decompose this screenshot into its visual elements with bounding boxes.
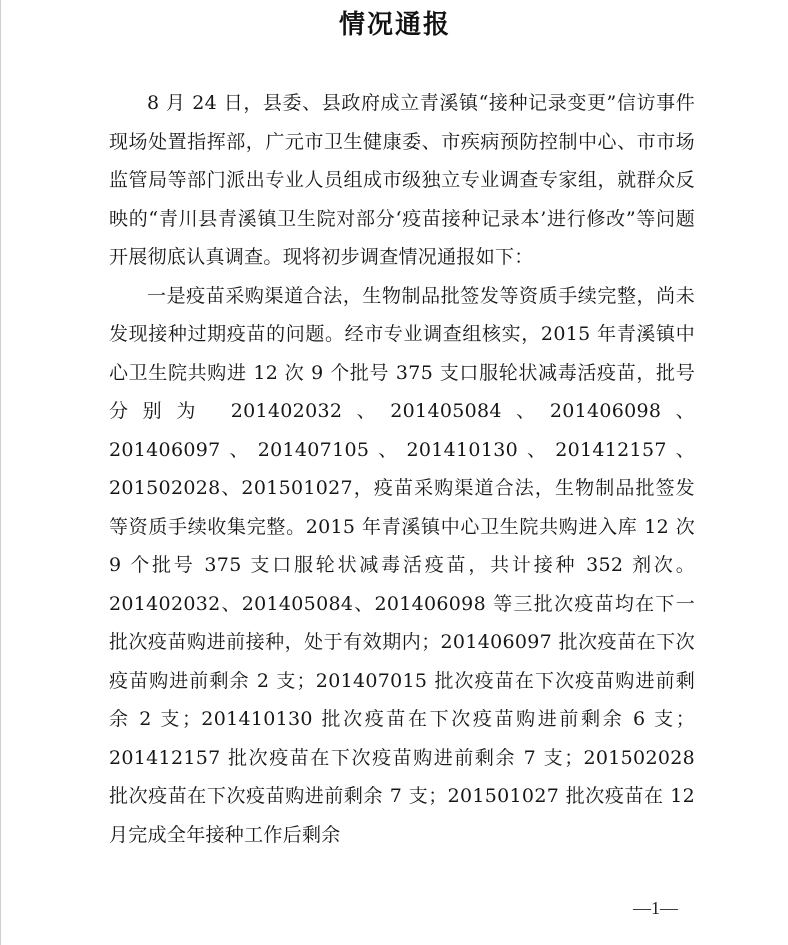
paragraph-vaccine-procurement: 一是疫苗采购渠道合法，生物制品批签发等资质手续完整，尚未发现接种过期疫苗的问题。经市专业调查组核实，2015 年青溪镇中心卫生院共购进 12 次 9 个批号 375 支口服轮状减毒活疫苗，批号分别为 201402032、201405084、201406098、201406097、201407105、201410130、201412157、201502028、201501027，疫苗采购渠道合法，生物制品批签发等资质手续收集完整。2015 年青溪镇中心卫生院共购进入库 12 次 9 个批号 375 支口服轮状减毒活疫苗，共计接种 352 剂次。201402032、201405084、201406098 等三批次疫苗均在下一批次疫苗购进前接种，处于有效期内；201406097 批次疫苗在下次疫苗购进前剩余 2 支；201407015 批次疫苗在下次疫苗购进前剩余 2 支；201410130 批次疫苗在下次疫苗购进前剩余 6 支；201412157 批次疫苗在下次疫苗购进前剩余 7 支；201502028 批次疫苗在下次疫苗购进前剩余 7 支；201501027 批次疫苗在 12 月完成全年接种工作后剩余 xyxy=(109,284,695,846)
paragraph-intro: 8 月 24 日，县委、县政府成立青溪镇“接种记录变更”信访事件现场处置指挥部，广元市卫生健康委、市疾病预防控制中心、市市场监管局等部门派出专业人员组成市级独立专业调查专家组，就群众反映的“青川县青溪镇卫生院对部分‘疫苗接种记录本’进行修改”等问题开展彻底认真调查。现将初步调查情况通报如下： xyxy=(109,92,695,268)
document-title: 情况通报 xyxy=(338,10,451,40)
page-number: —1— xyxy=(633,898,678,918)
document-body xyxy=(109,84,695,854)
